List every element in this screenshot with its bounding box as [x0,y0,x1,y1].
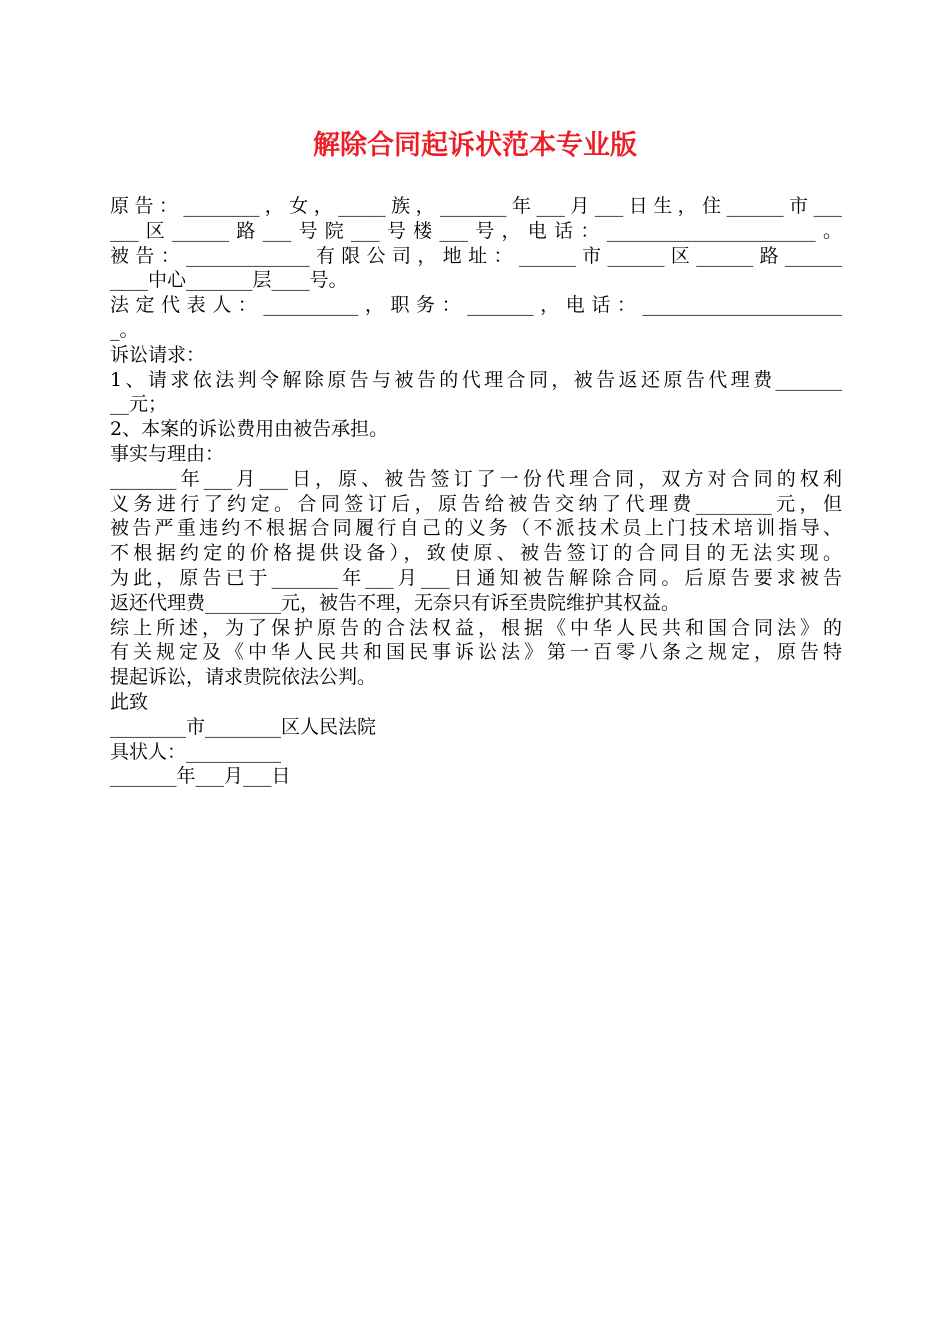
summary-line-1: 综上所述，为了保护原告的合法权益，根据《中华人民共和国合同法》的 [110,616,842,639]
defendant-line-1: 被告：_____________有限公司，地址：______市______区______路______ [110,244,842,267]
claim-1-line-2: __元； [110,393,168,416]
legal-representative-line-1: 法定代表人：__________，职务：_______，电话：_____________________ [110,294,842,317]
court-addressee: ________市________区人民法院 [110,715,377,738]
facts-line-3: 被告严重违约不根据合同履行自己的义务（不派技术员上门技术培训指导、 [110,517,842,540]
facts-line-4: 不根据约定的价格提供设备），致使原、被告签订的合同目的无法实现。 [110,542,842,565]
facts-heading: 事实与理由： [110,442,225,465]
document-title: 解除合同起诉状范本专业版 [313,130,637,161]
claim-1-line-1: 1、请求依法判令解除原告与被告的代理合同，被告返还原告代理费_______ [110,368,842,391]
legal-representative-line-2: _。 [110,318,139,341]
summary-line-3: 提起诉讼，请求贵院依法公判。 [110,666,377,689]
petitioner-signature: 具状人：__________ [110,740,282,763]
claim-2: 2、本案的诉讼费用由被告承担。 [110,418,389,441]
plaintiff-line-1: 原告：________，女，_____族，_______年___月___日生，住______市___ [110,195,842,217]
facts-line-1: _______年___月___日，原、被告签订了一份代理合同，双方对合同的权利 [110,467,842,490]
plaintiff-line-2: ___区______路___号院___号楼___号，电话：______________________。 [110,219,842,242]
facts-line-5: 为此，原告已于_______年___月___日通知被告解除合同。后原告要求被告 [110,566,842,589]
facts-line-2: 义务进行了约定。合同签订后，原告给被告交纳了代理费________元，但 [110,492,842,515]
facts-line-6: 返还代理费________元，被告不理，无奈只有诉至贵院维护其权益。 [110,591,681,614]
document-body [110,194,842,789]
filing-date: _______年___月___日 [110,765,291,788]
claims-heading: 诉讼请求： [110,343,206,366]
summary-line-2: 有关规定及《中华人民共和国民事诉讼法》第一百零八条之规定，原告特 [110,641,842,664]
salutation: 此致 [110,690,149,713]
defendant-line-2: ____中心_______层____号。 [110,269,348,292]
